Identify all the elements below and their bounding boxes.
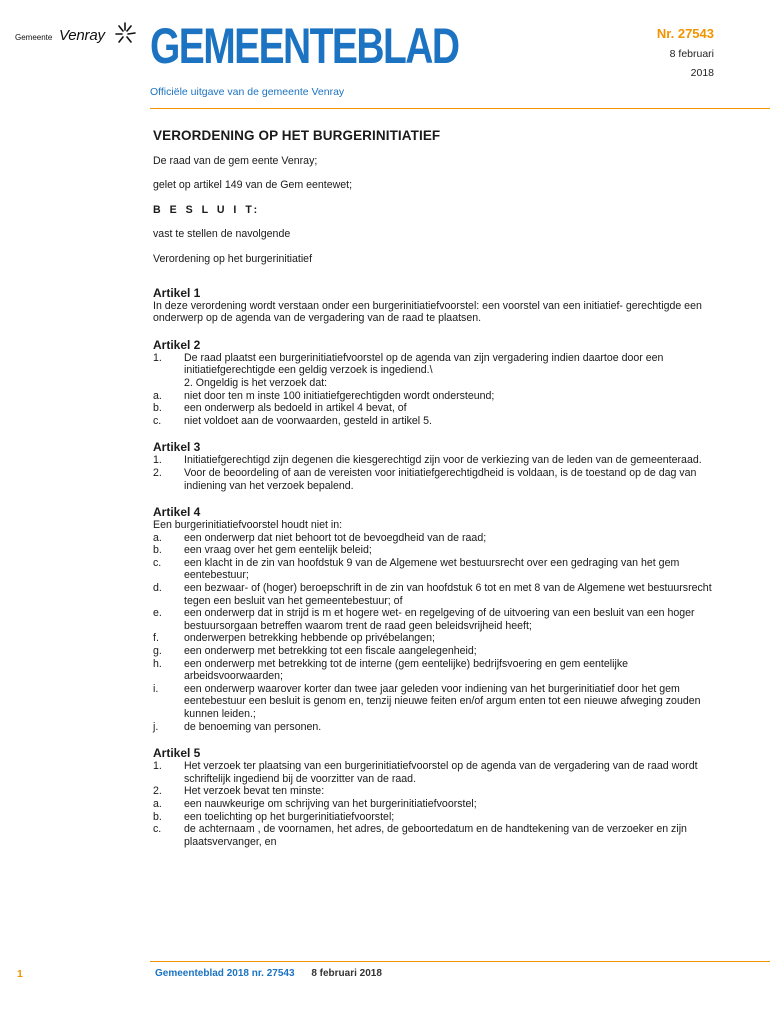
document-title: VERORDENING OP HET BURGERINITIATIEF bbox=[153, 128, 441, 143]
item-text: een onderwerp dat in strijd is m et hogere wet- en regelgeving of de uitvoering van een besluit van een hoger bestuursorgaan betreffen waarom trent de raad geen beleidsvrijheid heeft; bbox=[184, 607, 695, 632]
article-item bbox=[153, 721, 723, 734]
article-item bbox=[153, 582, 723, 607]
item-text: een onderwerp met betrekking tot een fiscale aangelegenheid; bbox=[184, 645, 477, 658]
article-item bbox=[153, 632, 723, 645]
article-item bbox=[153, 454, 723, 467]
article-section bbox=[153, 440, 723, 492]
item-text: een toelichting op het burgerinitiatiefvoorstel; bbox=[184, 810, 395, 823]
item-marker: c. bbox=[153, 556, 162, 569]
article-heading: Artikel 4 bbox=[153, 505, 201, 520]
item-text: De raad plaatst een burgerinitiatiefvoorstel op de agenda van zijn vergadering indien daartoe door een initiatiefgerechtigde een geldig verzoek is ingediend.\ bbox=[184, 351, 664, 377]
article-item bbox=[153, 683, 723, 721]
item-marker: h. bbox=[153, 657, 162, 670]
item-marker: a. bbox=[153, 389, 162, 402]
item-marker: 2. bbox=[153, 785, 162, 798]
item-marker: d. bbox=[153, 582, 162, 595]
item-text: Het verzoek ter plaatsing van een burgerinitiatiefvoorstel op de agenda van de vergadering van de raad wordt schriftelijk ingediend bij de voorzitter van de raad. bbox=[184, 760, 698, 785]
item-marker: 1. bbox=[153, 351, 162, 364]
article-heading: Artikel 1 bbox=[153, 285, 201, 300]
article-item bbox=[153, 544, 723, 557]
article-item bbox=[153, 467, 723, 492]
article-item bbox=[153, 390, 723, 403]
item-marker: e. bbox=[153, 607, 162, 620]
item-text: een klacht in de zin van hoofdstuk 9 van de Algemene wet bestuursrecht over een gedraging van het gem eentebestuur; bbox=[184, 556, 680, 582]
item-marker: f. bbox=[153, 632, 159, 645]
article-intro: Een burgerinitiatiefvoorstel houdt niet in: bbox=[153, 519, 343, 532]
article-item bbox=[153, 798, 723, 811]
item-marker: g. bbox=[153, 645, 162, 658]
item-marker: i. bbox=[153, 682, 159, 695]
item-marker: c. bbox=[153, 414, 162, 427]
article-item bbox=[153, 352, 723, 377]
footer-divider bbox=[150, 961, 770, 962]
item-text: een onderwerp met betrekking tot de interne (gem eentelijke) bedrijfsvoering en gem eentelijke arbeidsvoorwaarden; bbox=[184, 657, 629, 683]
article-heading: Artikel 5 bbox=[153, 746, 201, 761]
issue-date-day: 8 februari bbox=[669, 48, 714, 60]
besluit-heading: B E S L U I T: bbox=[153, 203, 261, 216]
article-section bbox=[153, 746, 723, 848]
municipality-logo bbox=[15, 21, 135, 51]
logo-text-small: Gemeente bbox=[15, 33, 53, 42]
article-item bbox=[153, 415, 723, 428]
item-marker: a. bbox=[153, 797, 162, 810]
article-item bbox=[153, 532, 723, 545]
preamble-line: De raad van de gem eente Venray; bbox=[153, 154, 318, 167]
footer-publication bbox=[155, 968, 382, 979]
article-item bbox=[153, 785, 723, 798]
article-item bbox=[153, 645, 723, 658]
item-marker: 1. bbox=[153, 454, 162, 467]
item-text: 2. Ongeldig is het verzoek dat: bbox=[184, 376, 328, 389]
item-text: een vraag over het gem eentelijk beleid; bbox=[184, 544, 372, 557]
article-item bbox=[153, 760, 723, 785]
venray-star-icon bbox=[113, 21, 137, 45]
item-text: een onderwerp dat niet behoort tot de bevoegdheid van de raad; bbox=[184, 531, 487, 544]
masthead-subtitle: Officiële uitgave van de gemeente Venray bbox=[150, 86, 345, 98]
article-item bbox=[153, 823, 723, 848]
item-marker: 2. bbox=[153, 466, 162, 479]
issue-number: Nr. 27543 bbox=[656, 26, 714, 41]
article-section bbox=[153, 286, 723, 325]
item-text: de benoeming van personen. bbox=[184, 720, 322, 733]
item-marker: j. bbox=[153, 720, 159, 733]
item-marker: b. bbox=[153, 544, 162, 557]
item-text: een onderwerp waarover korter dan twee jaar geleden voor indiening van het burgerinitiatief door het gem eentebestuur een besluit is genom en, tenzij nieuwe feiten en/of argum enten tot een nieuwe afweging zouden kunnen leiden.; bbox=[184, 682, 701, 720]
page-number: 1 bbox=[17, 968, 23, 980]
item-text: Het verzoek bevat ten minste: bbox=[184, 785, 325, 798]
article-item bbox=[153, 377, 723, 390]
articles-list bbox=[153, 286, 723, 849]
issue-date-year: 2018 bbox=[690, 67, 714, 79]
article-section bbox=[153, 338, 723, 428]
footer-publication-label: Gemeenteblad 2018 nr. 27543 bbox=[155, 968, 295, 979]
article-item bbox=[153, 658, 723, 683]
item-marker: c. bbox=[153, 823, 162, 836]
item-text: niet voldoet aan de voorwaarden, gesteld in artikel 5. bbox=[184, 414, 432, 427]
item-marker: b. bbox=[153, 810, 162, 823]
item-text: onderwerpen betrekking hebbende op privébelangen; bbox=[184, 632, 435, 645]
header-divider bbox=[150, 108, 770, 109]
item-text: Voor de beoordeling of aan de vereisten voor initiatiefgerechtigdheid is voldaan, is de toestand op de dag van indiening van het verzoek bepalend. bbox=[184, 466, 697, 492]
article-item bbox=[153, 557, 723, 582]
item-text: een nauwkeurige om schrijving van het burgerinitiatiefvoorstel; bbox=[184, 797, 477, 810]
footer-date: 8 februari 2018 bbox=[311, 968, 382, 979]
article-intro: In deze verordening wordt verstaan onder een burgerinitiatiefvoorstel: een voorstel van een initiatief- gerechtigde een onderwerp op de agenda van de vergadering van de raad te plaatsen. bbox=[153, 299, 702, 325]
article-section bbox=[153, 505, 723, 733]
preamble-line: gelet op artikel 149 van de Gem eentewet; bbox=[153, 179, 353, 192]
item-text: een onderwerp als bedoeld in artikel 4 bevat, of bbox=[184, 402, 407, 415]
item-text: de achternaam , de voornamen, het adres, de geboortedatum en de handtekening van de verzoeker en zijn plaatsvervanger, en bbox=[184, 823, 687, 848]
item-marker: b. bbox=[153, 402, 162, 415]
item-text: Initiatiefgerechtigd zijn degenen die kiesgerechtigd zijn voor de verkiezing van de leden van de gemeenteraad. bbox=[184, 454, 702, 467]
article-heading: Artikel 3 bbox=[153, 440, 201, 455]
item-marker: 1. bbox=[153, 760, 162, 773]
article-heading: Artikel 2 bbox=[153, 337, 201, 352]
item-text: een bezwaar- of (hoger) beroepschrift in de zin van hoofdstuk 6 tot en met 8 van de Algemene wet bestuursrecht tegen een besluit van het gemeentebestuur; of bbox=[184, 582, 712, 607]
decision-line: Verordening op het burgerinitiatief bbox=[153, 252, 313, 265]
article-item bbox=[153, 607, 723, 632]
document-body bbox=[153, 130, 723, 861]
masthead-title: GEMEENTEBLAD bbox=[150, 18, 459, 74]
article-item bbox=[153, 811, 723, 824]
logo-text-venray: Venray bbox=[59, 27, 105, 44]
article-item bbox=[153, 402, 723, 415]
item-text: niet door ten m inste 100 initiatiefgerechtigden wordt ondersteund; bbox=[184, 389, 495, 402]
item-marker: a. bbox=[153, 531, 162, 544]
decision-line: vast te stellen de navolgende bbox=[153, 228, 291, 241]
